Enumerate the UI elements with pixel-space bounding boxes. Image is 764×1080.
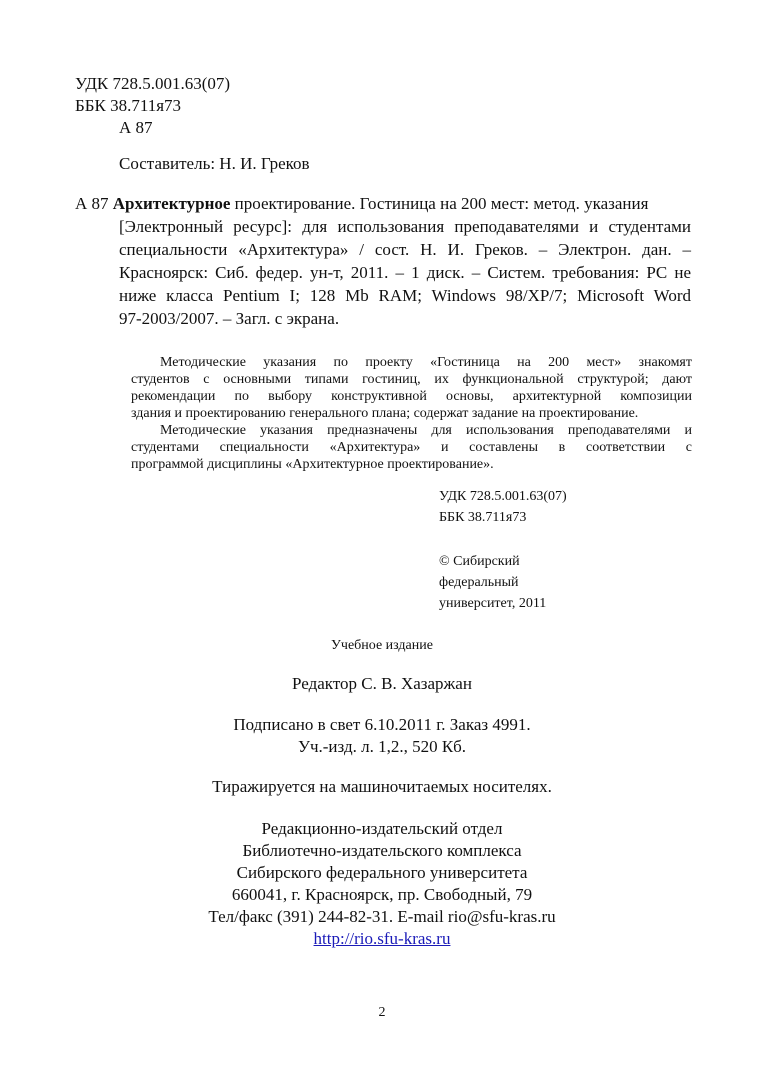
abstract-line-3: рекомендации по выбору конструктивной основы, архитектурной композиции [131, 389, 692, 404]
biblio-line-5: ниже класса Pentium I; 128 Mb RAM; Windows 98/XP/7; Microsoft Word [119, 286, 691, 305]
biblio-line-6: 97-2003/2007. – Загл. с экрана. [119, 309, 340, 328]
signed-line: Подписано в свет 6.10.2011 г. Заказ 4991. [233, 715, 531, 734]
abstract-line-1: Методические указания по проекту «Гостиница на 200 мест» знакомят [160, 355, 692, 370]
publisher-url-link[interactable]: http://rio.sfu-kras.ru [313, 929, 451, 948]
abstract-line-6: студентами специальности «Архитектура» и составлены в соответствии с [131, 440, 692, 455]
publisher-line-1: Редакционно-издательский отдел [261, 819, 503, 838]
publisher-line-3: Сибирского федерального университета [236, 863, 528, 882]
abstract-line-4: здания и проектированию генерального плана; содержат задание на проектирование. [131, 406, 639, 421]
author-sign-top: А 87 [119, 118, 153, 137]
biblio-title-bold: Архитектурное [112, 194, 231, 213]
biblio-line-1 [75, 193, 691, 215]
publisher-address: 660041, г. Красноярск, пр. Свободный, 79 [231, 885, 533, 904]
biblio-line-4: Красноярск: Сиб. федер. ун-т, 2011. – 1 диск. – Систем. требования: PC не [119, 263, 691, 282]
volume-line: Уч.-изд. л. 1,2., 520 Кб. [297, 737, 467, 756]
abstract-line-7: программой дисциплины «Архитектурное проектирование». [131, 457, 494, 472]
replicated-line: Тиражируется на машиночитаемых носителях. [212, 777, 552, 796]
biblio-line1-rest: проектирование. Гостиница на 200 мест: метод. указания [234, 194, 649, 213]
bbk-code-top: ББК 38.711я73 [75, 96, 182, 115]
copyright-line-1: © Сибирский [439, 554, 520, 569]
udk-code-top: УДК 728.5.001.63(07) [75, 74, 231, 93]
udk-code-right: УДК 728.5.001.63(07) [439, 489, 567, 504]
publisher-line-2: Библиотечно-издательского комплекса [242, 841, 522, 860]
bbk-code-right: ББК 38.711я73 [439, 510, 527, 525]
copyright-line-2: федеральный [439, 575, 519, 590]
compiler-line: Составитель: Н. И. Греков [119, 154, 310, 173]
biblio-sign: А 87 [75, 194, 109, 213]
page-number: 2 [378, 1005, 386, 1020]
publisher-contacts: Тел/факс (391) 244-82-31. E-mail rio@sfu-kras.ru [208, 907, 556, 926]
abstract-line-5: Методические указания предназначены для использования преподавателями и [160, 423, 692, 438]
biblio-line-2: [Электронный ресурс]: для использования преподавателями и студентами [119, 217, 691, 236]
biblio-line-3: специальности «Архитектура» / сост. Н. И. Греков. – Электрон. дан. – [119, 240, 691, 259]
publisher-url-row [0, 928, 764, 950]
editor-line: Редактор С. В. Хазаржан [292, 674, 472, 693]
edition-type: Учебное издание [331, 638, 433, 653]
abstract-line-2: студентов с основными типами гостиниц, их функциональной структурой; дают [131, 372, 692, 387]
copyright-line-3: университет, 2011 [439, 596, 547, 611]
